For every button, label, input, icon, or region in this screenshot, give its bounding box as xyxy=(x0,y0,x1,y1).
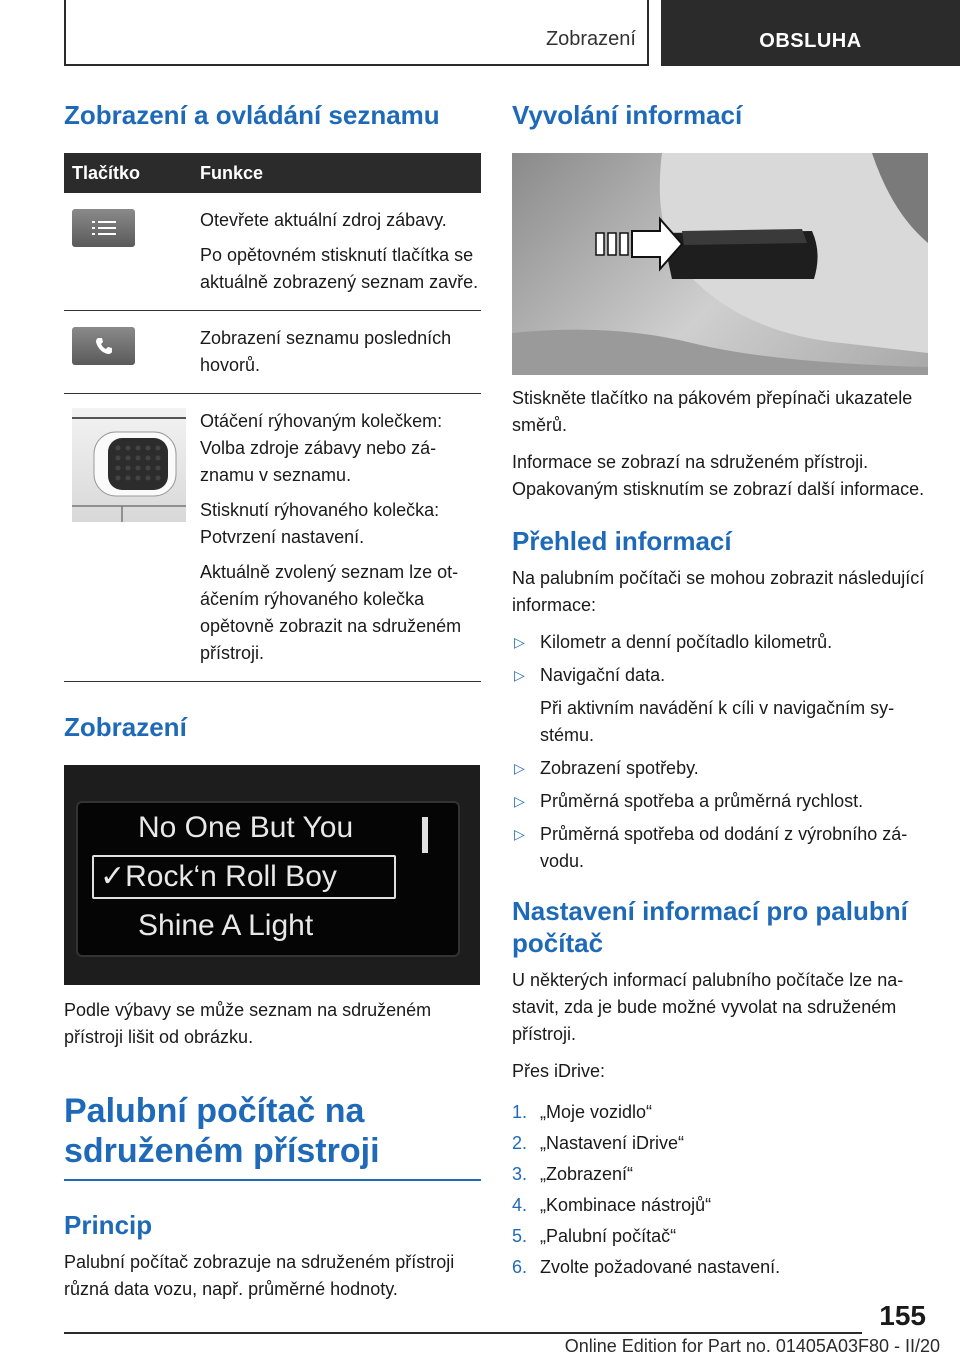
principle-text: Palubní počítač zobrazuje na sdruženém přístroji různá data vozu, např. průměrné hodnoty. xyxy=(64,1252,455,1299)
call-text-1: Stiskněte tlačítko na pákovém přepínači ukazatele směrů. xyxy=(512,388,913,435)
display-note: Podle výbavy se může seznam na sdruženém přístroji lišit od obrázku. xyxy=(64,1000,432,1047)
display-list-item: ✓Rock‘n Roll Boy xyxy=(100,860,337,893)
function-text: Po opětovném stisknutí tlačítka se aktuálně zobrazený seznam zavře. xyxy=(200,245,479,292)
settings-title: Nastavení informací pro palubní počítač xyxy=(512,896,908,958)
display-list-item: Shine A Light xyxy=(138,909,314,942)
footer-rule xyxy=(64,1332,862,1334)
principle-title: Princip xyxy=(64,1210,153,1240)
display-scrollbar xyxy=(422,817,428,853)
table-row xyxy=(64,311,481,394)
settings-steps xyxy=(512,1099,928,1281)
triangle-bullet-icon: ▷ xyxy=(514,826,525,842)
function-text: Otevřete aktuální zdroj zábavy. xyxy=(200,210,447,230)
button-function-table xyxy=(64,153,481,682)
list-item: 4. „Kombinace nástrojů“ xyxy=(512,1195,712,1215)
col-header-function: Funkce xyxy=(190,153,481,193)
triangle-bullet-icon: ▷ xyxy=(514,760,525,776)
list-item: ▷ Kilometr a denní počítadlo kilometrů. xyxy=(512,629,928,656)
header-rule-left xyxy=(64,0,66,66)
table-row xyxy=(64,394,481,682)
page-number: 155 xyxy=(879,1300,926,1331)
display-list-item: No One But You xyxy=(138,811,354,844)
list-item: 3. „Zobrazení“ xyxy=(512,1164,634,1184)
header-section: Zobrazení xyxy=(545,28,636,50)
list-icon xyxy=(72,209,135,247)
header-chapter-tab: OBSLUHA xyxy=(661,0,960,66)
triangle-bullet-icon: ▷ xyxy=(514,667,525,683)
call-section-title: Vyvolání informací xyxy=(512,100,743,130)
right-column xyxy=(512,100,928,1285)
header-rule-bottom xyxy=(64,64,649,66)
function-text: Otáčení rýhovaným kolečkem: Volba zdroje zábavy nebo záznamu v seznamu. xyxy=(200,411,443,485)
function-text: Aktuálně zvolený seznam lze otáčením rýhovaného kolečka opětovně zobrazit na sdruženém přístroji. xyxy=(200,562,462,663)
cluster-display-photo xyxy=(64,765,480,985)
function-text: Stisknutí rýhovaného kolečka: Potvrzení nastavení. xyxy=(200,500,440,547)
list-item: ▷ Navigační data. Při aktivním navádění k cíli v navigačním systému. xyxy=(512,662,928,749)
list-item: 5. „Palubní počítač“ xyxy=(512,1226,677,1246)
phone-icon xyxy=(72,327,135,365)
display-section-title: Zobrazení xyxy=(64,712,187,742)
col-header-button: Tlačítko xyxy=(64,153,190,193)
settings-text: U některých informací palubního počítače lze nastavit, zda je bude možné vyvolat na sdruženém přístroji. xyxy=(512,970,904,1044)
list-item: ▷ Zobrazení spotřeby. xyxy=(512,755,928,782)
call-text-2: Informace se zobrazí na sdruženém přístroji. Opakovaným stisknutím se zobrazí další informace. xyxy=(512,452,925,499)
list-item: ▷ Průměrná spotřeba a průměrná rychlost. xyxy=(512,788,928,815)
overview-list xyxy=(512,629,928,875)
settings-via: Přes iDrive: xyxy=(512,1061,606,1081)
function-text: Zobrazení seznamu posledních hovorů. xyxy=(200,328,452,375)
header-separator xyxy=(647,0,649,66)
thumbwheel-photo xyxy=(72,408,186,522)
triangle-bullet-icon: ▷ xyxy=(514,793,525,809)
triangle-bullet-icon: ▷ xyxy=(514,634,525,650)
overview-intro: Na palubním počítači se mohou zobrazit následující informace: xyxy=(512,568,925,615)
list-item: ▷ Průměrná spotřeba od dodání z výrobního závodu. xyxy=(512,821,928,875)
list-item: 2. „Nastavení iDrive“ xyxy=(512,1133,685,1153)
table-row xyxy=(64,193,481,311)
list-item: 1. „Moje vozidlo“ xyxy=(512,1102,653,1122)
overview-title: Přehled informací xyxy=(512,526,732,556)
list-section-title: Zobrazení a ovládání seznamu xyxy=(64,100,440,130)
main-section-title: Palubní počítač na sdruženém přístroji xyxy=(64,1091,481,1181)
left-column xyxy=(64,100,481,1313)
list-item: 6. Zvolte požadované nastavení. xyxy=(512,1257,781,1277)
turn-signal-lever-photo xyxy=(512,153,928,375)
edition-text: Online Edition for Part no. 01405A03F80 - II/20 xyxy=(564,1336,940,1356)
